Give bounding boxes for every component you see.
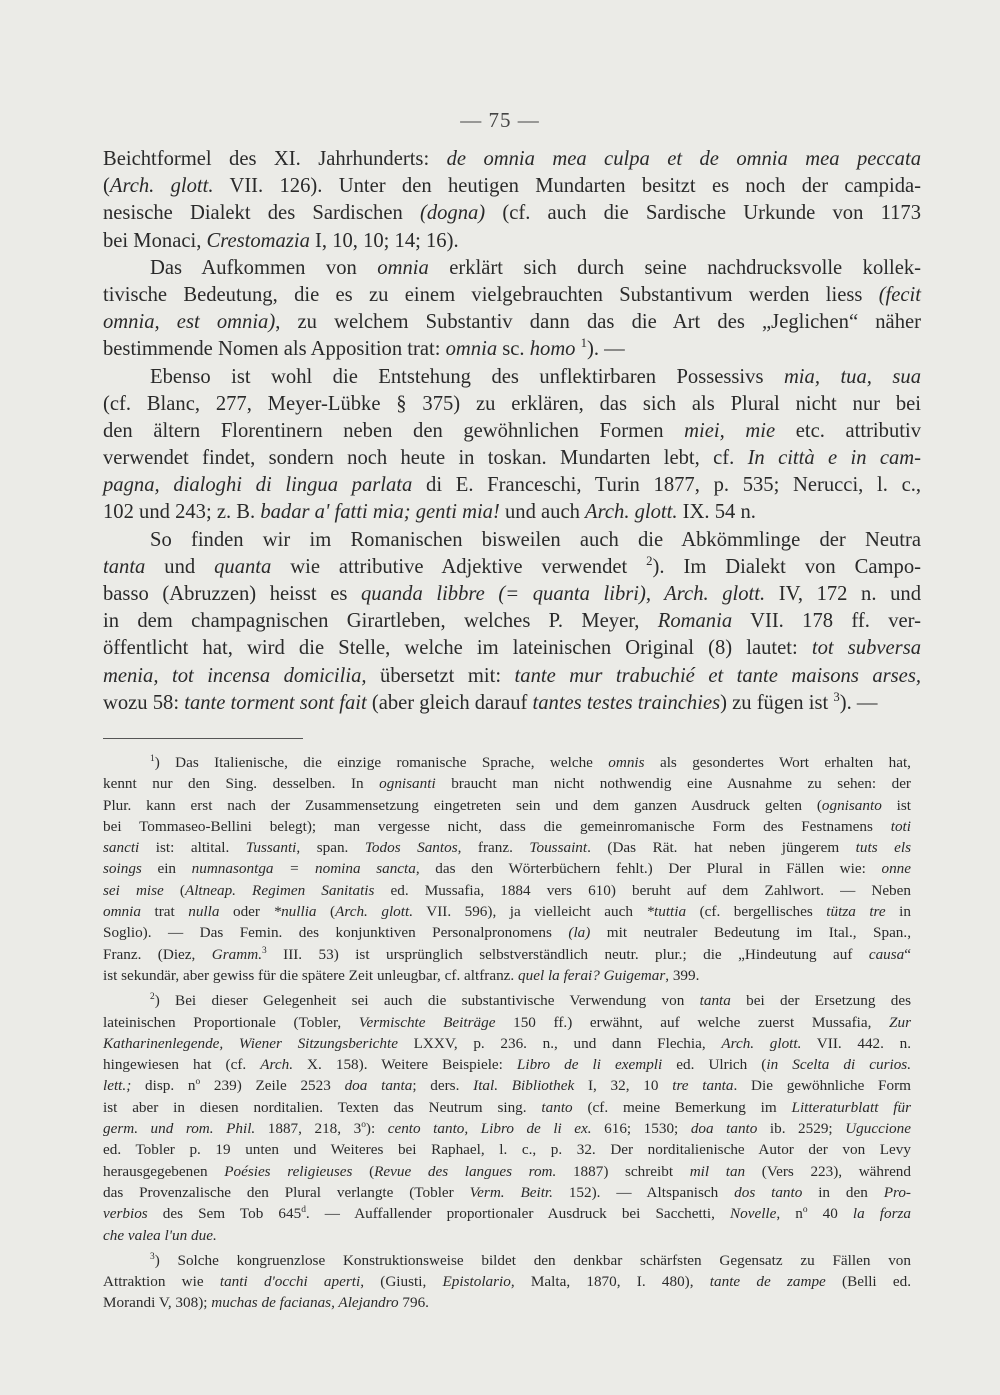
- footnote-line: bei Tommaseo-Bellini belegt); man vergesse nicht, dass die gemeinromanische Form des Festnamens toti: [103, 817, 911, 835]
- footnote-line: herausgegebenen Poésies religieuses (Revue des langues rom. 1887) schreibt mil tan (Vers 223), während: [103, 1162, 911, 1180]
- text-line: den ältern Florentinern neben den gewöhnlichen Formen miei, mie etc. attributiv: [103, 419, 921, 442]
- footnote-line: Morandi V, 308); muchas de facianas, Alejandro 796.: [103, 1294, 429, 1312]
- footnote-separator: [103, 738, 303, 739]
- text-line: omnia, est omnia), zu welchem Substantiv dann das die Art des „Jeglichen“ näher: [103, 311, 921, 334]
- text-line: bestimmende Nomen als Apposition trat: omnia sc. homo $^1$). —: [103, 336, 625, 361]
- main-text: [103, 146, 921, 717]
- text-line: öffentlicht hat, wird die Stelle, welche im lateinischen Original (8) lautet: tot subversa: [103, 637, 922, 660]
- footnote-line: Katharinenlegende, Wiener Sitzungsberichte LXXV, p. 236. n., und dann Flechia, Arch. glott. VII. 442. n.: [103, 1034, 911, 1052]
- text-line: tivische Bedeutung, die es zu einem vielgebrauchten Substantivum werden liess (fecit: [103, 283, 921, 306]
- footnote-line: germ. und rom. Phil. 1887, 218, 3$^o$): cento tanto, Libro de li ex. 616; 1530; doa tanto ib. 2529; Uguccione: [103, 1119, 911, 1138]
- text-line: (cf. Blanc, 277, Meyer-Lübke § 375) zu erklären, das sich als Plural nicht nur bei: [103, 392, 921, 415]
- footnote-line: Soglio). — Das Femin. des konjunktiven Personalpronomens (la) mit neutraler Bedeutung im Ital., Span.,: [103, 924, 911, 942]
- text-line: Beichtformel des XI. Jahrhunderts: de omnia mea culpa et de omnia mea peccata: [103, 148, 921, 170]
- footnote-line: $^2$) Bei dieser Gelegenheit sei auch die substantivische Verwendung von tanta bei der Ersetzung des: [150, 992, 911, 1010]
- text-line: verwendet findet, sondern noch heute in toskan. Mundarten lebt, cf. In città e in cam-: [103, 447, 921, 470]
- footnote-line: kennt nur den Sing. desselben. In ognisanti braucht man nicht nothwendig eine Ausnahme zu sehen: der: [103, 775, 911, 793]
- footnote-line: Plur. kann erst nach der Zusammensetzung eingetreten sein und dem ganzen Ausdruck gelten (ognisanto ist: [103, 796, 911, 814]
- text-line: tanta und quanta wie attributive Adjektive verwendet $^2$). Im Dialekt von Campo-: [103, 553, 921, 578]
- footnote-line: lett.; disp. $n^o$ 239) Zeile 2523 doa tanta; ders. Ital. Bibliothek I, 32, 10 tre tanta. Die gewöhnliche Form: [103, 1077, 911, 1095]
- footnote-line: sei mise (Altneap. Regimen Sanitatis ed. Mussafia, 1884 vers 610) beruht auf dem Zahlwort. — Neben: [103, 881, 911, 899]
- footnote-line: Franz. (Diez, Gramm.$^3$ III. 53) ist ursprünglich selbstverständlich neutr. plur.; die „Hindeutung auf causa“: [103, 945, 912, 963]
- text-line: basso (Abruzzen) heisst es quanda libbre (= quanta libri), Arch. glott. IV, 172 n. und: [103, 583, 921, 605]
- text-line: nesische Dialekt des Sardischen (dogna) (cf. auch die Sardische Urkunde von 1173: [103, 202, 921, 225]
- footnote-line: sancti ist: altital. Tussanti, span. Todos Santos, franz. Toussaint. (Das Rät. hat neben jüngerem tuts els: [103, 839, 911, 857]
- footnote-line: soings ein numnasontga = nomina sancta, das den Wörterbüchern fehlt.) Der Plural in Fällen wie: onne: [103, 860, 911, 878]
- text-line: in dem champagnischen Girartleben, welches P. Meyer, Romania VII. 178 ff. ver-: [103, 610, 921, 633]
- text-line: menia, tot incensa domicilia, übersetzt mit: tante mur trabuchié et tante maisons arses,: [103, 664, 921, 687]
- page-number: — 75 —: [460, 108, 540, 132]
- text-line: bei Monaci, Crestomazia I, 10, 10; 14; 16).: [103, 229, 459, 252]
- footnote-line: ist sekundär, aber gewiss für die spätere Zeit unleugbar, cf. altfranz. quel la ferai? Guigemar, 399.: [103, 966, 700, 984]
- footnote-line: das Provenzalische den Plural verlangte (Tobler Verm. Beitr. 152). — Altspanisch dos tanto in den Pro-: [103, 1183, 911, 1201]
- footnote-line: lateinischen Proportionale (Tobler, Vermischte Beiträge 150 ff.) erwähnt, auf welche zuerst Mussafia, Zur: [103, 1013, 911, 1031]
- footnote-line: Attraktion wie tanti d'occhi aperti, (Giusti, Epistolario, Malta, 1870, I. 480), tante de zampe (Belli ed.: [103, 1273, 912, 1291]
- text-line: So finden wir im Romanischen bisweilen auch die Abkömmlinge der Neutra: [150, 528, 921, 551]
- text-line: Das Aufkommen von omnia erklärt sich durch seine nachdrucksvolle kollek-: [150, 256, 921, 279]
- footnote-line: verbios des Sem Tob 645$^d$. — Auffallender proportionaler Ausdruck bei Sacchetti, Novelle, $n^o$ 40 la forza: [103, 1205, 912, 1223]
- text-line: (Arch. glott. VII. 126). Unter den heutigen Mundarten besitzt es noch der campida-: [103, 175, 921, 198]
- footnote-line: che valea l'un due.: [103, 1226, 217, 1244]
- footnotes: [103, 752, 911, 1314]
- text-line: wozu 58: tante torment sont fait (aber gleich darauf tantes testes trainchies) zu fügen ist $^3$). —: [103, 689, 878, 714]
- footnote-line: $^3$) Solche kongruenzlose Konstruktionsweise bildet den denkbar schärfsten Gegensatz zu Fällen von: [150, 1251, 911, 1269]
- text-line: Ebenso ist wohl die Entstehung des unflektirbaren Possessivs mia, tua, sua: [150, 365, 921, 388]
- footnote-line: ed. Tobler p. 19 unten und Weiteres bei Raphael, l. c., p. 32. Der norditalienische Autor der von Levy: [103, 1141, 911, 1159]
- footnote-line: $^1$) Das Italienische, die einzige romanische Sprache, welche omnis als gesondertes Wort erhalten hat,: [150, 753, 911, 771]
- text-line: pagna, dialoghi di lingua parlata di E. Franceschi, Turin 1877, p. 535; Nerucci, l. c.,: [103, 474, 922, 497]
- text-line: 102 und 243; z. B. badar a' fatti mia; genti mia! und auch Arch. glott. IX. 54 n.: [103, 501, 756, 524]
- footnote-line: ist aber in diesen norditalien. Texten das Neutrum sing. tanto (cf. meine Bemerkung im Litteraturblatt für: [103, 1098, 911, 1116]
- footnote-line: omnia trat nulla oder *nullia (Arch. glott. VII. 596), ja vielleicht auch *tuttia (cf. bergellisches tütza tre in: [103, 903, 911, 921]
- footnote-line: hingewiesen hat (cf. Arch. X. 158). Weitere Beispiele: Libro de li exempli ed. Ulrich (in Scelta di curios.: [103, 1056, 911, 1074]
